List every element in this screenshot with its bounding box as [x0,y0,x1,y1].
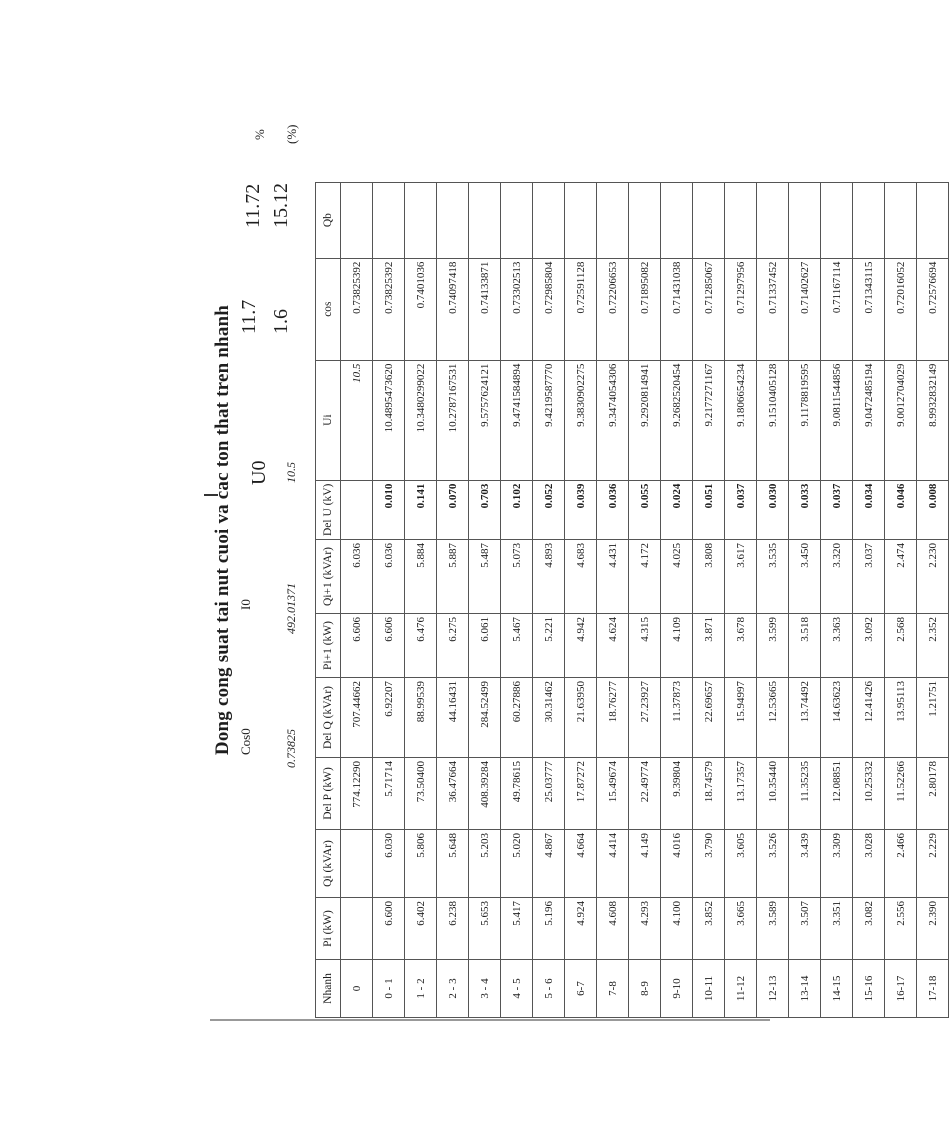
table-cell: 0.71431038 [661,258,693,360]
table-cell: 3.082 [853,898,885,960]
table-cell: 2.466 [885,830,917,898]
table-cell: 15.49674 [597,758,629,830]
table-cell: 2 - 3 [437,960,469,1018]
percent-unit: (%) [284,124,299,144]
table-cell: 25.03777 [533,758,565,830]
table-cell: 0.703 [469,480,501,539]
table-cell: 44.16431 [437,678,469,758]
table-cell: 4.149 [629,830,661,898]
table-cell: 9.1806654234 [725,360,757,480]
table-cell: 5.884 [405,540,437,614]
table-cell: 14-15 [821,960,853,1018]
cos0-value: 0.73825 [284,729,298,768]
table-cell: 11.37873 [661,678,693,758]
table-cell: 4.683 [565,540,597,614]
table-cell: 5.417 [501,898,533,960]
table-cell: 3.320 [821,540,853,614]
table-cell: 5.073 [501,540,533,614]
table-cell: 6.606 [373,614,405,678]
table-cell: 4.016 [661,830,693,898]
table-cell: 4.624 [597,614,629,678]
table-row [725,182,757,1017]
table-cell: 4.315 [629,614,661,678]
table-cell: 707.44662 [341,678,373,758]
table-cell: 5.71714 [373,758,405,830]
table-cell: 2.80178 [917,758,949,830]
table-cell: 0.052 [533,480,565,539]
table-cell: 3.535 [757,540,789,614]
table-cell: 0.024 [661,480,693,539]
table-cell: 5 - 6 [533,960,565,1018]
table-cell: 15.94997 [725,678,757,758]
table-cell: 0.008 [917,480,949,539]
table-cell: 3.450 [789,540,821,614]
cos0-label: Cos0 [238,728,253,755]
table-cell [341,182,373,258]
table-cell: 0.72016052 [885,258,917,360]
table-cell: 0.034 [853,480,885,539]
table-row [757,182,789,1017]
table-cell: 11.52266 [885,758,917,830]
i0-value: 492.01371 [284,583,298,634]
table-cell: 5.467 [501,614,533,678]
table-body [341,182,949,1017]
table-cell [725,182,757,258]
table-cell [821,182,853,258]
table-cell: 36.47664 [437,758,469,830]
table-cell: 0.71402627 [789,258,821,360]
table-cell: 8-9 [629,960,661,1018]
table-cell: 9.0012704029 [885,360,917,480]
table-cell: 0.037 [821,480,853,539]
table-cell: 17.87272 [565,758,597,830]
table-cell: 3.678 [725,614,757,678]
table-cell: 4.664 [565,830,597,898]
table-cell: 9.5757624121 [469,360,501,480]
table-cell: 6.606 [341,614,373,678]
column-header: Del U (kV) [316,480,341,539]
table-cell: 4.025 [661,540,693,614]
table-cell: 3.028 [853,830,885,898]
table-row [853,182,885,1017]
table-cell: 13.74492 [789,678,821,758]
table-cell: 15-16 [853,960,885,1018]
table-cell: 0 [341,960,373,1018]
table-cell: 6.92207 [373,678,405,758]
table-cell [693,182,725,258]
table-cell: 0.71167114 [821,258,853,360]
table-cell: 5.648 [437,830,469,898]
table-cell: 0 - 1 [373,960,405,1018]
table-cell: 4 - 5 [501,960,533,1018]
table-cell [885,182,917,258]
value-1-6: 1.6 [270,309,292,334]
table-cell: 6.238 [437,898,469,960]
table-cell [629,182,661,258]
table-cell [341,898,373,960]
table-cell: 13-14 [789,960,821,1018]
table-cell [853,182,885,258]
table-cell: 0.73825392 [341,258,373,360]
table-cell: 6.476 [405,614,437,678]
table-cell: 1 - 2 [405,960,437,1018]
table-cell: 18.74579 [693,758,725,830]
column-header: Pi+1 (kW) [316,614,341,678]
table-cell: 0.102 [501,480,533,539]
table-cell [405,182,437,258]
table-row [501,182,533,1017]
table-cell: 3.790 [693,830,725,898]
table-cell: 9-10 [661,960,693,1018]
table-cell: 10.2787167531 [437,360,469,480]
table-cell: 0.72576694 [917,258,949,360]
table-row [629,182,661,1017]
table-cell: 4.172 [629,540,661,614]
table-row [373,182,405,1017]
table-cell: 4.293 [629,898,661,960]
table-cell: 0.72985804 [533,258,565,360]
table-cell: 0.036 [597,480,629,539]
table-cell: 774.12290 [341,758,373,830]
table-cell: 6.030 [373,830,405,898]
table-cell: 9.1510405128 [757,360,789,480]
table-cell: 3.363 [821,614,853,678]
table-cell: 4.924 [565,898,597,960]
column-header: Del Q (kVAr) [316,678,341,758]
table-cell: 3.507 [789,898,821,960]
value-15-12: 15.12 [270,183,292,228]
table-cell: 3.617 [725,540,757,614]
table-cell: 0.141 [405,480,437,539]
table-cell: 284.52499 [469,678,501,758]
table-cell: 10-11 [693,960,725,1018]
column-header: Qb [316,182,341,258]
table-cell: 8.9932832149 [917,360,949,480]
table-cell: 6.061 [469,614,501,678]
data-table [315,182,949,1018]
table-row [469,182,501,1017]
table-row [661,182,693,1017]
table-cell: 3.599 [757,614,789,678]
table-row [341,182,373,1017]
table-cell: 4.109 [661,614,693,678]
table-cell: 10.35440 [757,758,789,830]
column-header: Pi (kW) [316,898,341,960]
table-cell: 10.25332 [853,758,885,830]
column-header: Nhanh [316,960,341,1018]
table-row [437,182,469,1017]
table-cell: 2.352 [917,614,949,678]
table-cell: 4.414 [597,830,629,898]
table-cell: 9.4741584894 [501,360,533,480]
table-cell: 0.030 [757,480,789,539]
table-cell: 30.31462 [533,678,565,758]
page-edge-line [210,1019,770,1021]
table-cell: 3.589 [757,898,789,960]
table-cell: 14.63623 [821,678,853,758]
table-cell: 5.203 [469,830,501,898]
table-cell: 11-12 [725,960,757,1018]
rotated-page [210,58,939,1018]
table-cell [373,182,405,258]
table-cell: 18.76277 [597,678,629,758]
u0-label: U0 [248,460,270,485]
table-cell: 4.867 [533,830,565,898]
table-cell: 0.037 [725,480,757,539]
table-cell: 9.39804 [661,758,693,830]
table-cell: 6.600 [373,898,405,960]
table-cell: 0.010 [373,480,405,539]
table-cell: 3.871 [693,614,725,678]
table-row [917,182,949,1017]
table-cell [501,182,533,258]
table-cell: 2.229 [917,830,949,898]
table-cell: 21.63950 [565,678,597,758]
table-cell [757,182,789,258]
table-cell: 3.665 [725,898,757,960]
table-cell [469,182,501,258]
table-cell: 11.35235 [789,758,821,830]
table-cell: 7-8 [597,960,629,1018]
table-cell: 0.71297956 [725,258,757,360]
table-cell: 2.568 [885,614,917,678]
table-cell: 5.221 [533,614,565,678]
table-cell: 12-13 [757,960,789,1018]
table-cell: 5.196 [533,898,565,960]
table-cell [917,182,949,258]
table-cell: 22.49774 [629,758,661,830]
table-cell: 2.230 [917,540,949,614]
table-cell: 9.2682520454 [661,360,693,480]
table-cell: 49.78615 [501,758,533,830]
table-cell: 12.08851 [821,758,853,830]
table-cell: 3.518 [789,614,821,678]
table-cell: 9.2177271167 [693,360,725,480]
table-cell: 6.402 [405,898,437,960]
table-row [565,182,597,1017]
table-cell: 4.100 [661,898,693,960]
table-row [789,182,821,1017]
table-cell: 3.037 [853,540,885,614]
table-cell: 2.556 [885,898,917,960]
table-cell: 3.309 [821,830,853,898]
table-cell: 17-18 [917,960,949,1018]
table-cell: 5.487 [469,540,501,614]
table-cell: 9.2920814941 [629,360,661,480]
table-cell [661,182,693,258]
table-cell: 0.046 [885,480,917,539]
table-cell: 6.036 [341,540,373,614]
table-row [533,182,565,1017]
table-cell: 3.605 [725,830,757,898]
table-cell: 9.0811544856 [821,360,853,480]
table-cell [565,182,597,258]
table-cell: 6.036 [373,540,405,614]
i0-label: I0 [238,599,253,610]
table-cell: 4.942 [565,614,597,678]
table-cell: 27.23927 [629,678,661,758]
column-header: Qi (kVAr) [316,830,341,898]
table-cell: 0.7401036 [405,258,437,360]
table-cell: 9.3830902275 [565,360,597,480]
table-cell: 3.526 [757,830,789,898]
table-cell: 0.71285067 [693,258,725,360]
column-header: Del P (kW) [316,758,341,830]
table-cell: 1.21751 [917,678,949,758]
table-cell: 0.051 [693,480,725,539]
table-cell: 9.0472485194 [853,360,885,480]
table-cell [533,182,565,258]
table-cell: 5.653 [469,898,501,960]
table-cell: 5.887 [437,540,469,614]
table-cell: 0.72206653 [597,258,629,360]
table-cell: 4.893 [533,540,565,614]
table-row [885,182,917,1017]
table-cell: 9.4219587770 [533,360,565,480]
table-cell: 3.351 [821,898,853,960]
table-cell: 0.72591128 [565,258,597,360]
table-cell: 10.5 [341,360,373,480]
table-header-row [316,182,341,1017]
table-cell: 16-17 [885,960,917,1018]
table-cell: 3.852 [693,898,725,960]
table-cell: 12.41426 [853,678,885,758]
table-cell: 0.74133871 [469,258,501,360]
table-cell [789,182,821,258]
column-header: Ui [316,360,341,480]
value-11-7: 11.7 [238,299,260,334]
column-header: Qi+1 (kVAr) [316,540,341,614]
value-11-72: 11.72 [242,183,264,228]
table-cell: 0.74097418 [437,258,469,360]
table-cell [597,182,629,258]
percent-label: % [252,129,267,140]
table-cell: 5.020 [501,830,533,898]
table-row [821,182,853,1017]
table-cell: 0.039 [565,480,597,539]
table-cell: 5.806 [405,830,437,898]
table-cell: 4.431 [597,540,629,614]
table-cell: 0.055 [629,480,661,539]
table-cell: 408.39284 [469,758,501,830]
table-cell: 3.092 [853,614,885,678]
table-row [693,182,725,1017]
table-cell: 10.4895473620 [373,360,405,480]
table-cell: 4.608 [597,898,629,960]
table-cell: 3 - 4 [469,960,501,1018]
table-cell: 0.73302513 [501,258,533,360]
table-cell: 0.71343115 [853,258,885,360]
u0-value: 10.5 [284,462,298,483]
table-cell: 13.95113 [885,678,917,758]
table-cell: 9.1178819595 [789,360,821,480]
table-cell [341,480,373,539]
table-cell [341,830,373,898]
table-cell: 6-7 [565,960,597,1018]
table-cell: 12.53665 [757,678,789,758]
table-cell: 0.71895082 [629,258,661,360]
table-cell: 9.3474054306 [597,360,629,480]
table-cell: 10.3480299022 [405,360,437,480]
table-cell: 2.474 [885,540,917,614]
table-cell [437,182,469,258]
table-cell: 13.17357 [725,758,757,830]
column-header: cos [316,258,341,360]
table-cell: 6.275 [437,614,469,678]
table-cell: 3.808 [693,540,725,614]
table-cell: 88.99539 [405,678,437,758]
table-cell: 2.390 [917,898,949,960]
table-cell: 0.070 [437,480,469,539]
table-cell: 3.439 [789,830,821,898]
table-cell: 0.73825392 [373,258,405,360]
document-title: Dong cong suat tai nut cuoi va cac ton that tren nhanh [212,304,233,756]
table-cell: 0.71337452 [757,258,789,360]
table-cell: 0.033 [789,480,821,539]
table-row [597,182,629,1017]
table-row [405,182,437,1017]
table-cell: 73.50400 [405,758,437,830]
table-cell: 60.27886 [501,678,533,758]
table-cell: 22.69657 [693,678,725,758]
